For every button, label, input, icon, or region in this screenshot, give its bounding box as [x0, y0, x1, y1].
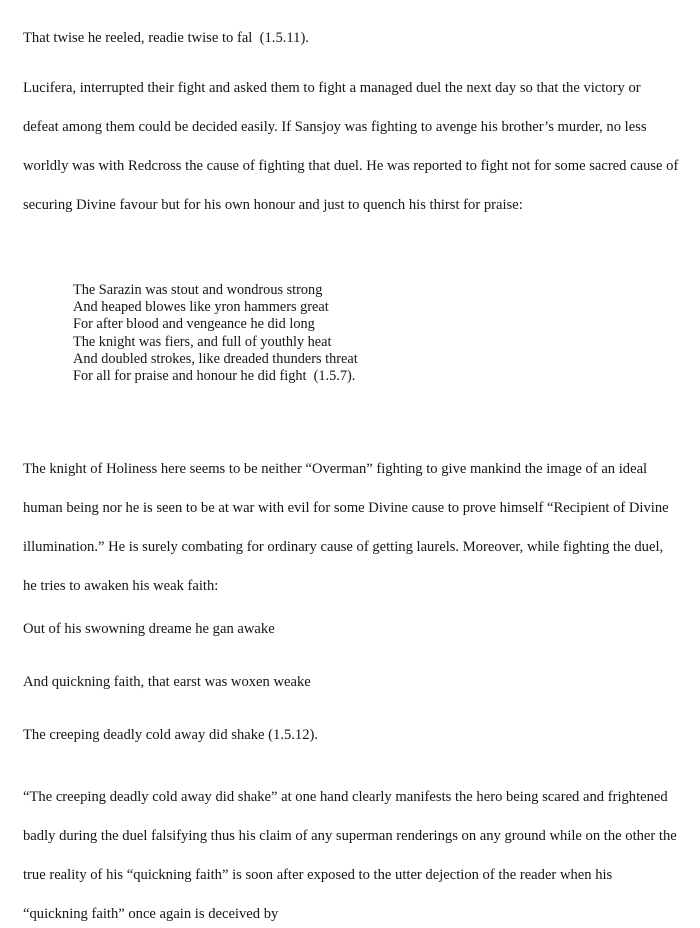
verse-line: The knight was fiers, and full of youthly heat: [73, 333, 332, 350]
verse-line: For after blood and vengeance he did long: [73, 316, 315, 333]
quote-line-swowning-dreame: Out of his swowning dreame he gan awake: [23, 621, 275, 637]
verse-line: For all for praise and honour he did fight (1.5.7).: [73, 368, 356, 385]
quote-line-quickning-faith: And quickning faith, that earst was woxen weake: [23, 674, 311, 690]
paragraph-knight-of-holiness: The knight of Holiness here seems to be neither “Overman” fighting to give mankind the image of an ideal human being nor he is seen to be at war with evil for some Divine cause to prove himself “Recipient of Divine illumination.” He is surely combating for ordinary cause of getting laurels. Moreover, while fighting the duel, he tries to awaken his weak faith:: [23, 461, 673, 594]
paragraph-verse-citation-line: That twise he reeled, readie twise to fal (1.5.11).: [23, 30, 309, 46]
verse-line: And heaped blowes like yron hammers great: [73, 299, 329, 316]
verse-quotation-block: [73, 282, 633, 385]
paragraph-creeping-cold-analysis: “The creeping deadly cold away did shake” at one hand clearly manifests the hero being scared and frightened badly during the duel falsifying thus his claim of any superman renderings on any ground while on the other the true reality of his “quickning faith” is soon after exposed to the utter dejection of the reader when his “quickning faith” once again is deceived by: [23, 789, 681, 922]
verse-line: The Sarazin was stout and wondrous strong: [73, 282, 323, 298]
quote-line-creeping-deadly-cold: The creeping deadly cold away did shake (1.5.12).: [23, 727, 319, 743]
paragraph-lucifera-duel: Lucifera, interrupted their fight and asked them to fight a managed duel the next day so that the victory or defeat among them could be decided easily. If Sansjoy was fighting to avenge his brother’s murder, no less worldly was with Redcross the cause of fighting that duel. He was reported to fight not for some sacred cause of securing Divine favour but for his own honour and just to quench his thirst for praise:: [23, 80, 682, 213]
verse-line: And doubled strokes, like dreaded thunders threat: [73, 350, 358, 367]
